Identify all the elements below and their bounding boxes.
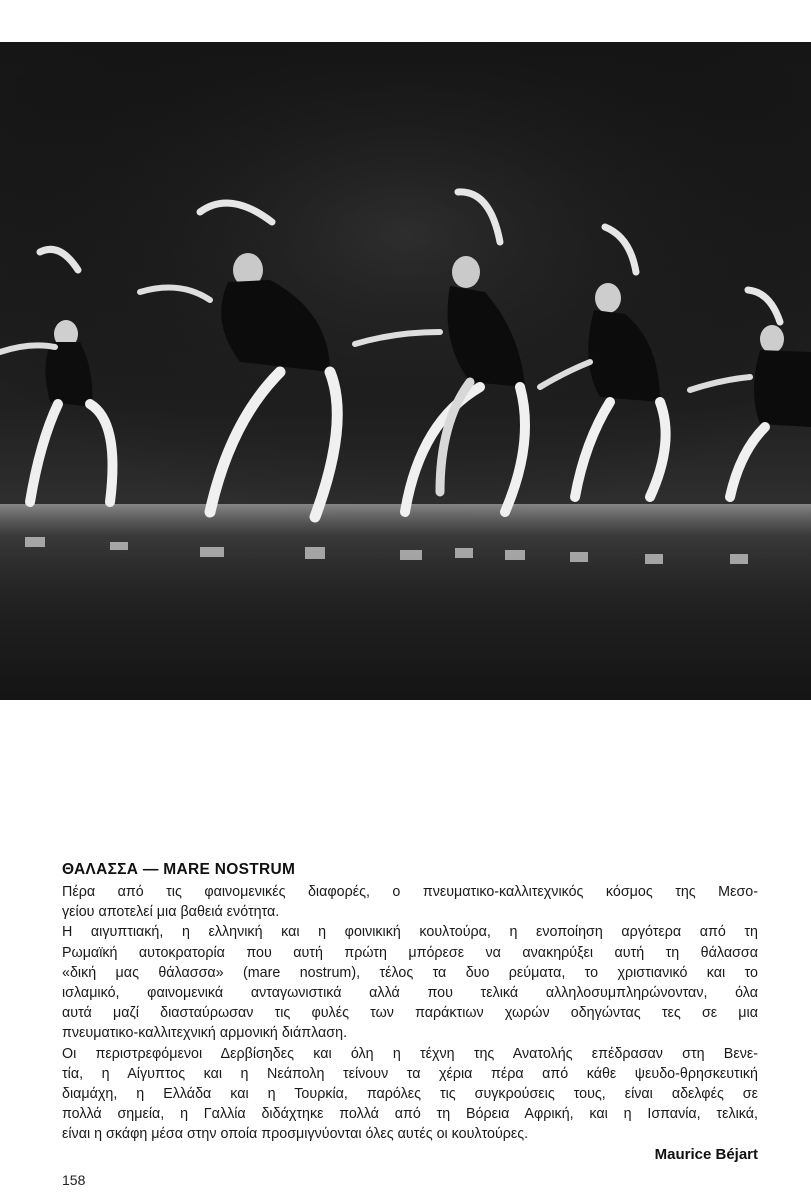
author-signature: Maurice Béjart <box>654 1145 758 1163</box>
text-line: Η αιγυπτιακή, η ελληνική και η φοινικική κουλτούρα, η ενοποίηση αργότερα από τη <box>62 924 758 941</box>
text-line: ισλαμικό, φαινομενικά ανταγωνιστικά αλλά που τελικά αλληλοσυμπληρώνονταν, όλα <box>62 985 758 1002</box>
text-line: Οι περιστρεφόμενοι Δερβίσηδες και όλη η τέχνη της Ανατολής επέδρασαν στη Βενε- <box>62 1045 758 1062</box>
stage-floor-reflection <box>0 504 811 634</box>
paragraph-1 <box>62 882 758 922</box>
text-line: πολλά σημεία, η Γαλλία διδάχτηκε πολλά από τη Βόρεια Αφρική, και η Ισπανία, τελικά, <box>62 1106 758 1123</box>
text-line: «δική μας θάλασσα» (mare nostrum), τέλος τα δυο ρεύματα, το χριστιανικό και το <box>62 964 758 981</box>
text-line: είναι η σκάφη μέσα στην οποία προσμιγνύονται όλες αυτές οι κουλτούρες. <box>62 1126 529 1143</box>
text-line: διαμάχη, η Ελλάδα και η Τουρκία, παρόλες τις συγκρούσεις τους, είναι αδελφές σε <box>62 1086 758 1103</box>
text-line: Πέρα από τις φαινομενικές διαφορές, ο πνευματικο-καλλιτεχνικός κόσμος της Μεσο- <box>62 884 758 900</box>
dance-photograph <box>0 42 811 700</box>
paragraph-3 <box>62 1044 758 1145</box>
article-text <box>62 860 758 1165</box>
text-line: αυτά μαζί διασταύρωσαν τις φυλές των παράκτιων χωρών οδηγώντας τες σε μια <box>62 1005 758 1022</box>
text-line: πνευματικο-καλλιτεχνική αρμονική διάπλαση. <box>62 1025 348 1042</box>
article-title: ΘΑΛΑΣΣΑ — MARE NOSTRUM <box>62 861 296 878</box>
text-line: Ρωμαϊκή αυτοκρατορία που αυτή πρώτη μπόρεσε να ανακηρύξει αυτή τη θάλασσα <box>62 944 758 961</box>
text-line: γείου αποτελεί μια βαθειά ενότητα. <box>62 904 280 921</box>
text-line: τία, η Αίγυπτος και η Νεάπολη τείνουν τα χέρια πέρα από κάθε ψευδο-θρησκευτική <box>62 1065 758 1082</box>
paragraph-2 <box>62 922 758 1043</box>
page-number: 158 <box>62 1172 86 1188</box>
